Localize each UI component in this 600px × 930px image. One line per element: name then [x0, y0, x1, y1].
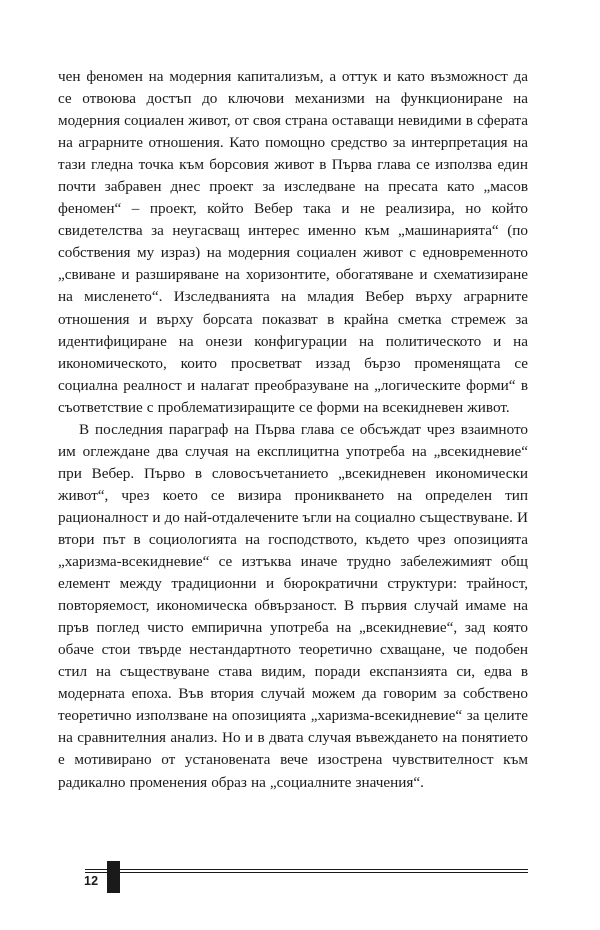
- body-text-column: [58, 66, 528, 794]
- paragraph-second: В последния параграф на Първа глава се обсъждат чрез взаимното им оглеждане два случая на експлицитна употреба на „всекидневие“ при Вебер. Първо в словосъчетанието „всекидневен икономически живот“, чрез което се визира проникването на определен тип рационалност и до най-отдалечените ъгли на социално съществуване. И втори път в социологията на господството, където чрез опозицията „харизма-всекидневие“ се изтъква иначе трудно забележимият общ елемент между традиционни и бюрократични структури: трайност, повторяемост, икономическа обвързаност. В първия случай имаме на пръв поглед чисто емпирична употреба на „всекидневие“, зад която обаче стои твърде нестандартното теоретично схващане, че подобен стил на съществуване става видим, поради експанзията си, едва в модерната епоха. Във втория случай можем да говорим за собствено теоретично използване на опозицията „харизма-всекидневие“ за целите на сравнителния анализ. Но и в двата случая въвеждането на понятието е мотивирано от установената вече изострена чувствителност към радикално променения образ на „социалните значения“.: [58, 420, 528, 791]
- paragraph-continued: чен феномен на модерния капитализъм, а оттук и като възможност да се отвоюва достъп до ключови механизми на функциониране на модерния социален живот, от своя страна оставащи невидими в сферата на аграрните отношения. Като помощно средство за интерпретация на тази гледна точка към борсовия живот в Първа глава се използва един почти забравен днес проект за изследване на пресата като „масов феномен“ – проект, който Вебер така и не реализира, но който свидетелства за неугасващ интерес именно към „машинарията“ (по собствения му израз) на модерния социален живот с едновременното „свиване и разширяване на хоризонтите, обогатяване и схематизиране на мисленето“. Изследванията на младия Вебер върху аграрните отношения и върху борсата показват в крайна сметка стремеж за идентифициране на онези конфигурации на политическото и на икономическото, които просветват иззад бързо променящата се социална реалност и налагат преобразуване на „логическите форми“ в съответствие с проблематизиращите се форми на всекидневен живот.: [58, 68, 528, 416]
- footer-double-rule: [85, 869, 528, 873]
- page-number: 12: [84, 874, 99, 888]
- footer-ornament-block: [107, 861, 120, 893]
